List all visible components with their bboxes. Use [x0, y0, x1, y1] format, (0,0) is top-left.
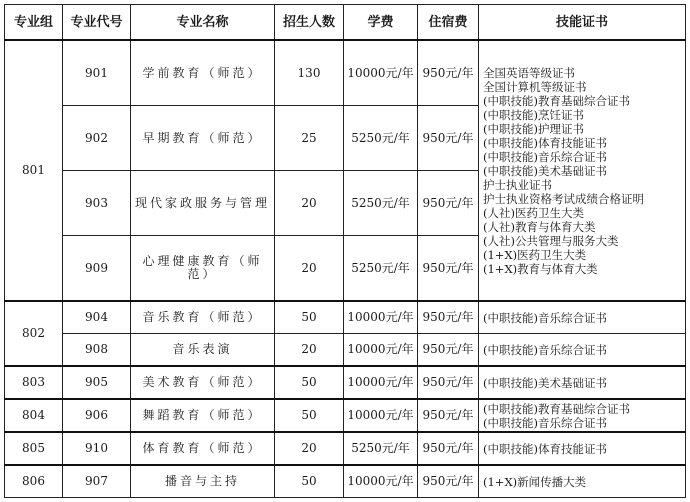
name-cell: 心理健康教育（师范）: [131, 236, 275, 302]
name-cell: 现代家政服务与管理: [131, 171, 275, 236]
tuition-cell: 5250元/年: [344, 106, 418, 171]
cert-line: (中职技能)美术基础证书: [483, 163, 607, 178]
code-cell: 902: [63, 106, 131, 171]
tuition-cell: 5250元/年: [344, 236, 418, 302]
tuition-cell: 10000元/年: [344, 399, 418, 432]
cert-line: (中职技能)护理证书: [483, 121, 584, 136]
name-cell: 音乐教育（师范）: [131, 301, 275, 334]
table-row: [5, 432, 686, 465]
name-cell: 学前教育（师范）: [131, 40, 275, 106]
lodging-cell: 950元/年: [418, 301, 479, 334]
cert-cell: (中职技能)音乐综合证书: [479, 334, 686, 367]
code-cell: 904: [63, 301, 131, 334]
cert-line: (人社)公共管理与服务大类: [483, 233, 619, 248]
name-cell: 播音与主持: [131, 465, 275, 498]
code-cell: 908: [63, 334, 131, 367]
group-cell-803: 803: [5, 366, 63, 399]
header-lodging: 住宿费: [418, 5, 479, 41]
code-cell: 903: [63, 171, 131, 236]
enroll-cell: 20: [275, 236, 344, 302]
header-group: 专业组: [5, 5, 63, 41]
code-cell: 909: [63, 236, 131, 302]
code-cell: 905: [63, 366, 131, 399]
header-code: 专业代号: [63, 5, 131, 41]
code-cell: 901: [63, 40, 131, 106]
lodging-cell: 950元/年: [418, 465, 479, 498]
cert-line: (中职技能)烹饪证书: [483, 107, 584, 122]
name-cell: 早期教育（师范）: [131, 106, 275, 171]
enroll-cell: 50: [275, 366, 344, 399]
lodging-cell: 950元/年: [418, 171, 479, 236]
enroll-cell: 50: [275, 399, 344, 432]
cert-line: (人社)医药卫生大类: [483, 205, 584, 220]
header-enroll: 招生人数: [275, 5, 344, 41]
cert-line: (中职技能)音乐综合证书: [483, 415, 607, 430]
tuition-cell: 10000元/年: [344, 366, 418, 399]
cert-line: (中职技能)教育基础综合证书: [483, 401, 630, 416]
code-cell: 907: [63, 465, 131, 498]
cert-cell-801: [479, 40, 686, 301]
name-cell: 舞蹈教育（师范）: [131, 399, 275, 432]
enrollment-table: [4, 4, 686, 498]
cert-cell: (中职技能)美术基础证书: [479, 366, 686, 399]
enroll-cell: 20: [275, 334, 344, 367]
cert-line: 全国计算机等级证书: [483, 79, 587, 94]
header-name: 专业名称: [131, 5, 275, 41]
table-row: [5, 301, 686, 334]
cert-line: (中职技能)体育技能证书: [483, 135, 607, 150]
group-cell-805: 805: [5, 432, 63, 465]
header-cert: 技能证书: [479, 5, 686, 41]
code-cell: 906: [63, 399, 131, 432]
enroll-cell: 50: [275, 301, 344, 334]
enrollment-table-container: [4, 4, 686, 498]
enroll-cell: 25: [275, 106, 344, 171]
cert-cell: (1+X)新闻传播大类: [479, 465, 686, 498]
cert-cell: (中职技能)音乐综合证书: [479, 301, 686, 334]
cert-line: (1+X)医药卫生大类: [483, 247, 587, 262]
enroll-cell: 20: [275, 171, 344, 236]
table-row: [5, 334, 686, 367]
enroll-cell: 20: [275, 432, 344, 465]
tuition-cell: 10000元/年: [344, 301, 418, 334]
enroll-cell: 50: [275, 465, 344, 498]
lodging-cell: 950元/年: [418, 236, 479, 302]
group-cell-802: 802: [5, 301, 63, 366]
group-cell-806: 806: [5, 465, 63, 498]
cert-cell: (中职技能)体育技能证书: [479, 432, 686, 465]
name-cell: 体育教育（师范）: [131, 432, 275, 465]
name-cell: 音乐表演: [131, 334, 275, 367]
tuition-cell: 10000元/年: [344, 40, 418, 106]
tuition-cell: 10000元/年: [344, 334, 418, 367]
lodging-cell: 950元/年: [418, 399, 479, 432]
table-row: [5, 399, 686, 432]
lodging-cell: 950元/年: [418, 40, 479, 106]
table-row: [5, 465, 686, 498]
cert-line: 全国英语等级证书: [483, 65, 575, 80]
tuition-cell: 5250元/年: [344, 171, 418, 236]
cert-line: (1+X)教育与体育大类: [483, 261, 598, 276]
cert-line: (中职技能)教育基础综合证书: [483, 93, 630, 108]
group-cell-801: 801: [5, 40, 63, 301]
cert-line: 护士执业资格考试成绩合格证明: [483, 191, 644, 206]
lodging-cell: 950元/年: [418, 106, 479, 171]
code-cell: 910: [63, 432, 131, 465]
tuition-cell: 10000元/年: [344, 465, 418, 498]
cert-cell-804: [479, 399, 686, 432]
cert-line: 护士执业证书: [483, 177, 552, 192]
header-tuition: 学费: [344, 5, 418, 41]
cert-line: (人社)教育与体育大类: [483, 219, 596, 234]
enroll-cell: 130: [275, 40, 344, 106]
table-row: [5, 366, 686, 399]
table-row: [5, 40, 686, 106]
header-row: [5, 5, 686, 41]
lodging-cell: 950元/年: [418, 366, 479, 399]
tuition-cell: 5250元/年: [344, 432, 418, 465]
name-cell: 美术教育（师范）: [131, 366, 275, 399]
lodging-cell: 950元/年: [418, 432, 479, 465]
cert-line: (中职技能)音乐综合证书: [483, 149, 607, 164]
group-cell-804: 804: [5, 399, 63, 432]
lodging-cell: 950元/年: [418, 334, 479, 367]
